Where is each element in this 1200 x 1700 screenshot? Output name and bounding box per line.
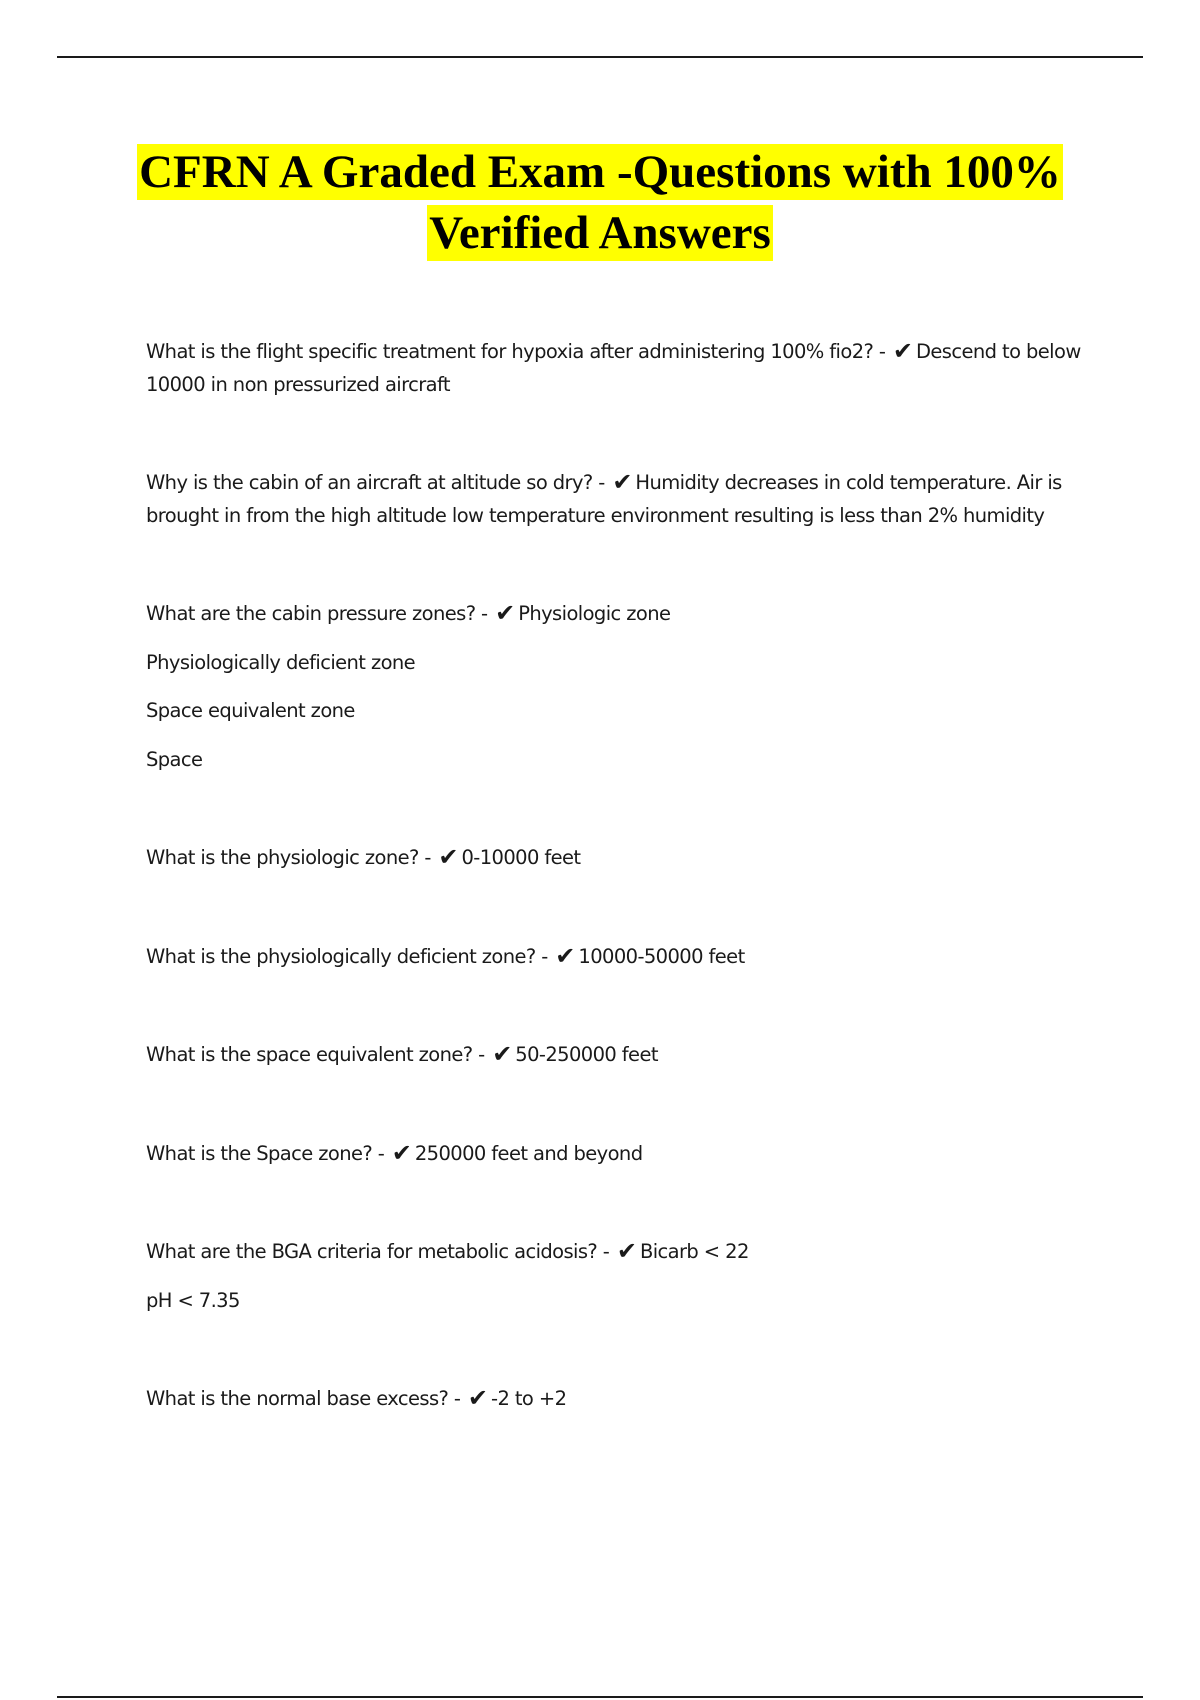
- title-line-1: CFRN A Graded Exam -Questions with 100%: [139, 146, 1061, 198]
- qa-item: [146, 1236, 1096, 1317]
- answer-text: 50-250000 feet: [515, 1043, 658, 1066]
- question-text: What is the Space zone?: [146, 1141, 373, 1165]
- heavy-check-mark-icon: ✔: [438, 843, 459, 871]
- qa-item: [146, 336, 1096, 401]
- heavy-check-mark-icon: ✔: [391, 1138, 412, 1167]
- separator: -: [472, 1043, 491, 1066]
- question-text: What is the normal base excess?: [146, 1387, 449, 1410]
- question-text: What is the physiologic zone?: [146, 846, 419, 869]
- qa-item: [146, 1138, 1096, 1171]
- qa-item: [146, 1383, 1096, 1416]
- answer-text: Humidity decreases in cold temperature. Air is brought in from the high altitude low temperature environment resulting is less than 2% humidity: [146, 471, 1062, 527]
- qa-item: [146, 842, 1096, 875]
- heavy-check-mark-icon: ✔: [892, 337, 913, 365]
- separator: -: [597, 1240, 615, 1263]
- separator: -: [535, 944, 554, 968]
- title-line-2: Verified Answers: [429, 207, 771, 259]
- qa-line: [146, 941, 1096, 974]
- qa-line: [146, 467, 1096, 532]
- heavy-check-mark-icon: ✔: [467, 1384, 489, 1412]
- question-text: What are the BGA criteria for metabolic acidosis?: [146, 1240, 598, 1263]
- answer-continuation: pH < 7.35: [146, 1288, 240, 1312]
- document-title: [0, 142, 1200, 264]
- heavy-check-mark-icon: ✔: [616, 1237, 637, 1265]
- footer-rule: [57, 1696, 1143, 1698]
- qa-item: [146, 941, 1096, 974]
- answer-text: Bicarb < 22: [639, 1240, 749, 1263]
- heavy-check-mark-icon: ✔: [612, 468, 633, 496]
- heavy-check-mark-icon: ✔: [555, 941, 576, 970]
- qa-item: [146, 467, 1096, 532]
- answer-continuation: Space equivalent zone: [146, 699, 355, 722]
- separator: -: [873, 340, 891, 363]
- answer-continuation: Physiologically deficient zone: [146, 650, 416, 674]
- heavy-check-mark-icon: ✔: [495, 599, 516, 627]
- separator: -: [418, 846, 437, 869]
- qa-line: [146, 336, 1096, 401]
- question-text: What is the physiologically deficient zone?: [146, 944, 536, 968]
- qa-line: [146, 1039, 1096, 1072]
- answer-text: 0-10000 feet: [461, 846, 581, 869]
- answer-text: Physiologic zone: [518, 602, 671, 625]
- question-text: What are the cabin pressure zones?: [146, 602, 476, 625]
- qa-list: [146, 336, 1096, 1416]
- heavy-check-mark-icon: ✔: [492, 1040, 513, 1068]
- header-rule: [57, 56, 1143, 58]
- answer-text: -2 to +2: [491, 1387, 567, 1410]
- qa-item: [146, 598, 1096, 776]
- qa-line: [146, 1138, 1096, 1171]
- question-text: What is the space equivalent zone?: [146, 1043, 473, 1066]
- qa-line: [146, 1383, 1096, 1416]
- answer-text: 10000-50000 feet: [578, 944, 745, 968]
- question-text: Why is the cabin of an aircraft at altitude so dry?: [146, 471, 593, 494]
- answer-text: 250000 feet and beyond: [414, 1141, 643, 1165]
- qa-line: [146, 842, 1096, 875]
- qa-line: [146, 1236, 1096, 1269]
- answer-continuation: Space: [146, 747, 203, 771]
- question-text: What is the flight specific treatment for hypoxia after administering 100% fio2?: [146, 340, 874, 363]
- separator: -: [448, 1387, 466, 1410]
- qa-item: [146, 1039, 1096, 1072]
- separator: -: [592, 471, 611, 494]
- answer-text: Descend to below 10000 in non pressurized aircraft: [146, 340, 1081, 396]
- separator: -: [372, 1141, 390, 1165]
- separator: -: [475, 602, 494, 625]
- qa-line: [146, 598, 1096, 631]
